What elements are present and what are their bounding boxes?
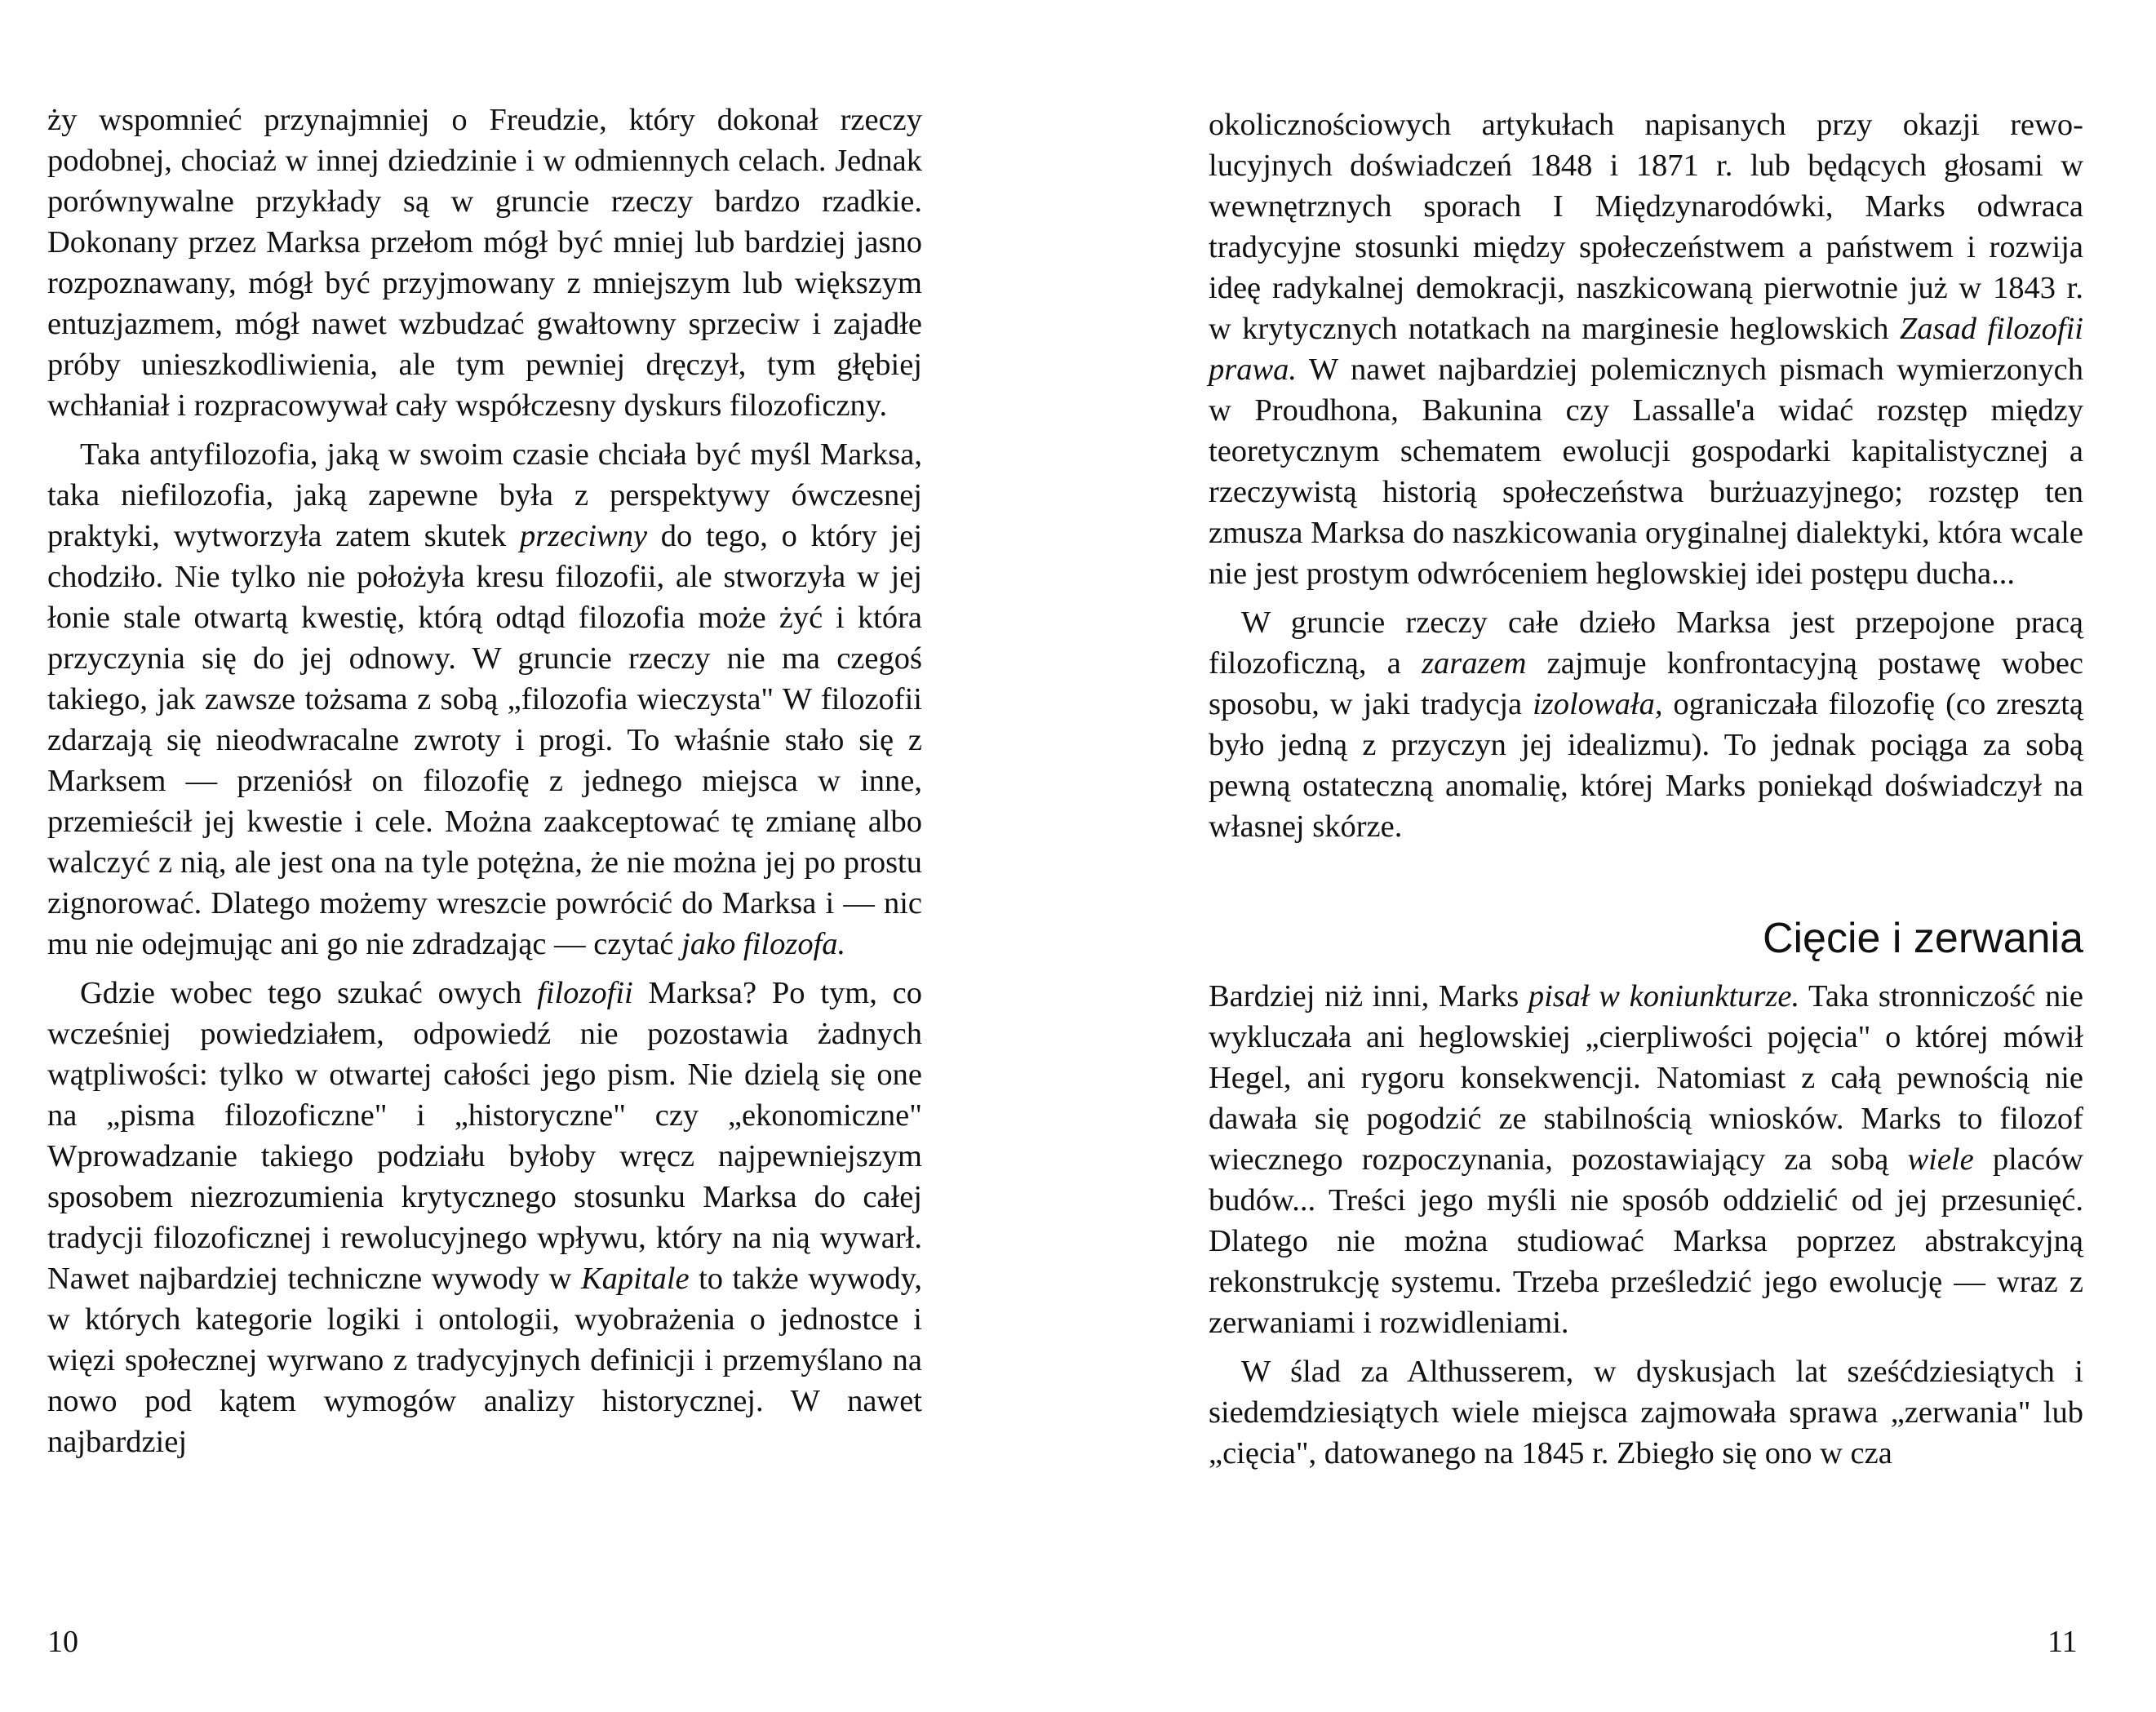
text-run: Bardziej niż inni, Marks	[1209, 979, 1528, 1013]
text-run: placów budów... Treści jego myśli nie sposób oddzielić od jej przesunięć. Dlatego nie można studiować Marksa poprzez abstrakcyjną rekonstrukcję systemu. Trzeba prześledzić jego ewolucję — wraz z zerwaniami i rozwidleniami.	[1209, 1142, 2083, 1340]
text-run: W nawet najbardziej polemicznych pismach wymierzonych w Proudhona, Bakunina czy Lassalle'a widać rozstęp między teoretycznym schematem ewolucji gospodarki kapitalistycznej a rzeczywistą historią społeczeństwa burżuazyjnego; rozstęp ten zmusza Marksa do naszkicowania oryginalnej dialektyki, która wcale nie jest prostym odwróceniem heglowskiej idei postępu ducha...	[1209, 353, 2083, 591]
italic-text: zarazem	[1422, 646, 1527, 681]
right-page-text	[1209, 104, 2083, 1482]
right-page-number: 11	[2047, 1625, 2078, 1659]
italic-text: Zasad filozofii prawa.	[1209, 312, 2083, 387]
text-run: to także wywody, w których kategorie logiki i ontologii, wyobrażenia o jednostce i więzi społecznej wyrwano z tradycyjnych definicji i przemyślano na nowo pod kątem wymogów analizy historycznej. W nawet najbardziej	[47, 1262, 922, 1459]
italic-text: jako filozofa.	[681, 927, 846, 961]
italic-text: izolowała,	[1533, 687, 1663, 721]
text-run: W gruncie rzeczy całe dzieło Marksa jest przepojone pracą filozoficzną, a	[1209, 605, 2083, 681]
left-page-number: 10	[47, 1625, 78, 1659]
text-run: ży wspomnieć przynajmniej o Freudzie, który dokonał rzeczy podobnej, chociaż w innej dziedzinie i w odmiennych celach. Jednak porównywalne przykłady są w gruncie rzeczy bardzo rzadkie. Dokonany przez Marksa przełom mógł być mniej lub bardziej jasno rozpoznawany, mógł być przyjmowany z mniejszym lub większym entuzjazmem, mógł nawet wzbudzać gwałtowny sprzeciw i zajadłe próby unieszkodliwienia, ale tym pewniej dręczył, tym głębiej wchłaniał i rozpracowywał cały współczesny dyskurs filozoficzny.	[47, 103, 922, 423]
text-run: Taka antyfilozofia, jaką w swoim czasie chciała być myśl Marksa, taka niefilozofia, jaką zapewne była z perspektywy ówczesnej praktyki, wytworzyła zatem skutek	[47, 437, 922, 553]
right-page	[1078, 0, 2156, 1712]
left-page-text	[47, 100, 922, 1470]
text-run: do tego, o który jej chodziło. Nie tylko nie położyła kresu filozofii, ale stworzyła w jej łonie stale otwartą kwestię, którą odtąd filozofia może żyć i która przyczynia się do jej odnowy. W gruncie rzeczy nie ma czegoś takiego, jak zawsze tożsama z sobą „filozofia wieczysta" W filozofii zdarzają się nieodwracalne zwroty i progi. To właśnie stało się z Marksem — przeniósł on filozofię z jednego miejsca w inne, przemieścił jej kwestie i cele. Można zaakceptować tę zmianę albo walczyć z nią, ale jest ona na tyle potężna, że nie można jej po prostu zignorować. Dlatego możemy wreszcie powrócić do Marksa i — nic mu nie odejmując ani go nie zdradzając — czytać	[47, 519, 922, 961]
text-run: okolicznościowych artykułach napisanych przy okazji rewolucyjnych doświadczeń 1848 i 1871 r. lub będących głosami w wewnętrznych sporach I Międzynarodówki, Marks odwraca tradycyjne stosunki między społeczeństwem a państwem i rozwija ideę radykalnej demokracji, naszkicowaną pierwotnie już w 1843 r. w krytycznych notatkach na marginesie heglowskich	[1209, 108, 2083, 346]
right-page-paragraphs-after	[1209, 976, 2083, 1474]
italic-text: przeciwny	[519, 519, 648, 553]
paragraph	[47, 434, 922, 965]
italic-text: wiele	[1907, 1142, 1974, 1177]
text-run: Marksa? Po tym, co wcześniej powiedziałem, odpowiedź nie pozostawia żadnych wątpliwości: tylko w otwartej całości jego pism. Nie dzielą się one na „pisma filozoficzne" i „historyczne" czy „ekonomiczne" Wprowadzanie takiego podziału byłoby wręcz najpewniejszym sposobem niezrozumienia krytycznego stosunku Marksa do całej tradycji filozoficznej i rewolucyjnego wpływu, który na nią wywarł. Nawet najbardziej techniczne wywody w	[47, 976, 922, 1296]
section-heading: Cięcie i zerwania	[1762, 915, 2083, 962]
italic-text: Kapitale	[581, 1262, 690, 1296]
italic-text: pisał w koniunkturze.	[1528, 979, 1800, 1013]
paragraph	[1209, 104, 2083, 594]
text-run: ograniczała filozofię (co zresztą było jedną z przyczyn jej idealizmu). To jednak pociąga za sobą pewną ostateczną anomalię, której Marks poniekąd doświadczył na własnej skórze.	[1209, 687, 2084, 844]
text-run: Gdzie wobec tego szukać owych	[80, 976, 538, 1010]
text-run: W ślad za Althusserem, w dyskusjach lat sześćdziesiątych i siedemdziesiątych wiele miejsca zajmowała sprawa „zerwania" lub „cięcia", datowanego na 1845 r. Zbiegło się ono w cza	[1209, 1355, 2083, 1470]
text-run: Taka stronniczość nie wykluczała ani heglowskiej „cierpliwości pojęcia" o której mówił Hegel, ani rygoru konsekwencji. Natomiast z całą pewnością nie dawała się pogodzić ze stabilnością wniosków. Marks to filozof wiecznego rozpoczynania, pozostawiający za sobą	[1209, 979, 2083, 1177]
paragraph	[47, 973, 922, 1462]
right-page-paragraphs-before	[1209, 104, 2083, 847]
text-run: zajmuje konfrontacyjną postawę wobec sposobu, w jaki tradycja	[1209, 646, 2084, 721]
italic-text: filozofii	[537, 976, 633, 1010]
paragraph	[47, 100, 922, 426]
paragraph	[1209, 976, 2083, 1343]
paragraph	[1209, 602, 2083, 847]
paragraph	[1209, 1351, 2083, 1474]
